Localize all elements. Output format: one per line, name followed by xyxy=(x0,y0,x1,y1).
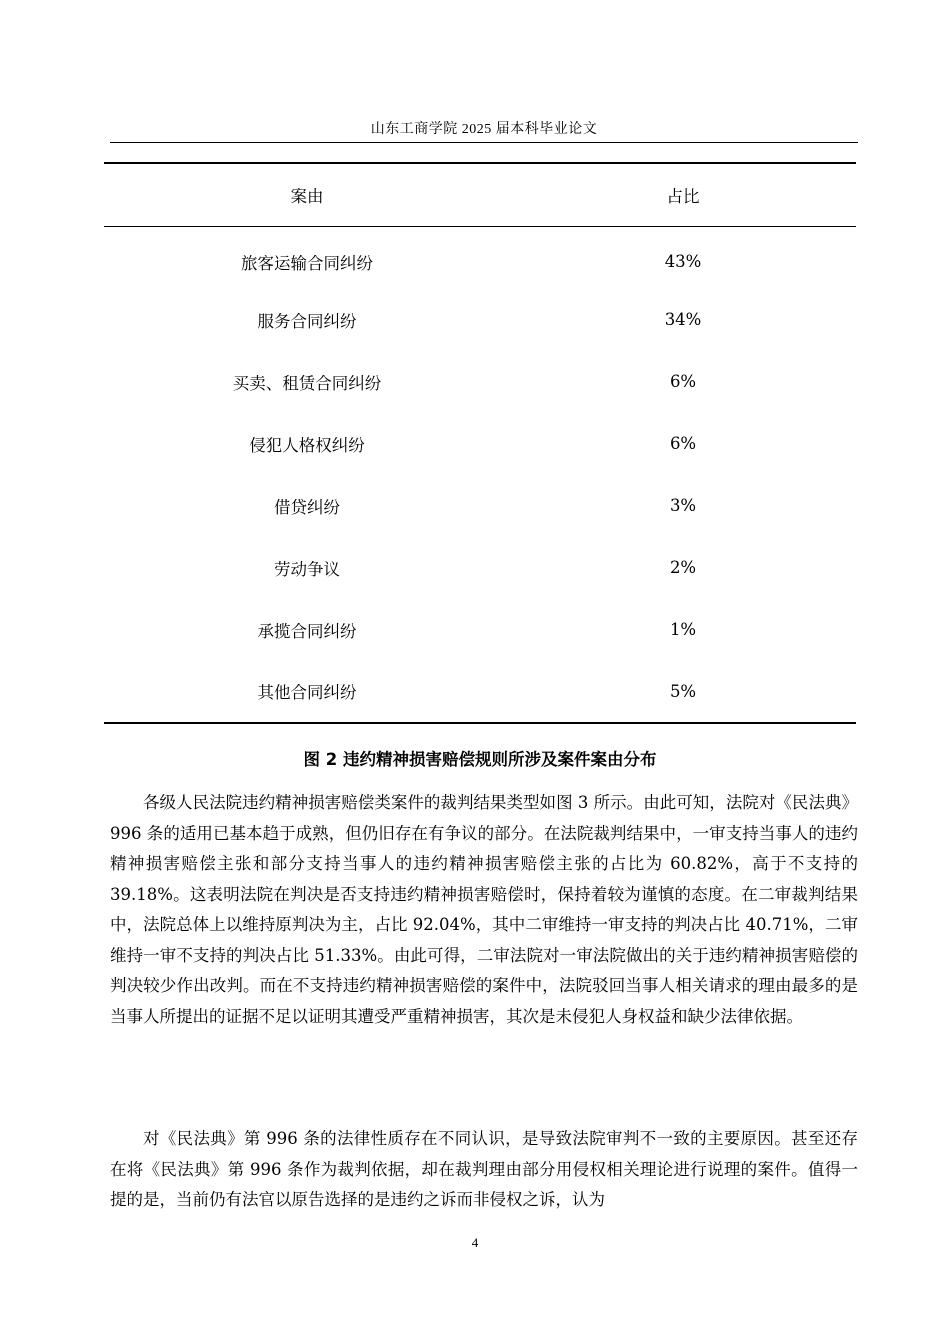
cause-cell: 承揽合同纠纷 xyxy=(257,621,357,641)
cause-cell: 侵犯人格权纠纷 xyxy=(249,435,365,455)
table-row xyxy=(104,227,856,289)
figure-caption: 图 2 违约精神损害赔偿规则所涉及案件案由分布 xyxy=(303,750,657,769)
table-header-row xyxy=(104,163,856,227)
cause-cell: 借贷纠纷 xyxy=(274,497,341,517)
share-cell: 34% xyxy=(664,310,702,329)
share-cell: 1% xyxy=(669,620,697,639)
page-header: 山东工商学院 2025 届本科毕业论文 xyxy=(370,122,598,137)
header-rule xyxy=(110,142,858,143)
table-row xyxy=(104,413,856,475)
table-row xyxy=(104,537,856,599)
share-cell: 43% xyxy=(664,252,702,272)
table-row xyxy=(104,351,856,413)
share-cell: 3% xyxy=(669,496,697,515)
header-share: 占比 xyxy=(666,187,700,206)
page-number: 4 xyxy=(471,1235,479,1250)
case-distribution-table xyxy=(104,162,856,724)
cause-cell: 旅客运输合同纠纷 xyxy=(241,253,374,273)
case-distribution-table-wrap xyxy=(104,162,856,724)
body-paragraph-1: 各级人民法院违约精神损害赔偿类案件的裁判结果类型如图 3 所示。由此可知，法院对《民法典》996 条的适用已基本趋于成熟，但仍旧存在有争议的部分。在法院裁判结果中，一审支持当事人的违约精神损害赔偿主张和部分支持当事人的违约精神损害赔偿主张的占比为 60.82%，高于不支持的 39.18%。这表明法院在判决是否支持违约精神损害赔偿时，保持着较为谨慎的态度。在二审裁判结果中，法院总体上以维持原判决为主，占比 92.04%，其中二审维持一审支持的判决占比 40.71%，二审维持一审不支持的判决占比 51.33%。由此可得，二审法院对一审法院做出的关于违约精神损害赔偿的判决较少作出改判。而在不支持违约精神损害赔偿的案件中，法院驳回当事人相关请求的理由最多的是当事人所提出的证据不足以证明其遭受严重精神损害，其次是未侵犯人身权益和缺少法律依据。 xyxy=(110,793,858,1026)
cause-cell: 其他合同纠纷 xyxy=(257,683,357,702)
table-row xyxy=(104,289,856,351)
share-cell: 5% xyxy=(669,681,697,701)
body-paragraph-2: 对《民法典》第 996 条的法律性质存在不同认识，是导致法院审判不一致的主要原因。甚至还存在将《民法典》第 996 条作为裁判依据，却在裁判理由部分用侵权相关理论进行说理的案件。值得一提的是，当前仍有法官以原告选择的是违约之诉而非侵权之诉，认为 xyxy=(110,1129,858,1209)
table-row xyxy=(104,661,856,723)
cause-cell: 劳动争议 xyxy=(274,559,341,579)
cause-cell: 服务合同纠纷 xyxy=(257,311,357,331)
share-cell: 2% xyxy=(669,558,697,577)
table-row xyxy=(104,599,856,661)
share-cell: 6% xyxy=(669,372,697,391)
cause-cell: 买卖、租赁合同纠纷 xyxy=(232,373,382,393)
header-cause: 案由 xyxy=(290,187,324,206)
share-cell: 6% xyxy=(669,434,697,453)
table-row xyxy=(104,475,856,537)
